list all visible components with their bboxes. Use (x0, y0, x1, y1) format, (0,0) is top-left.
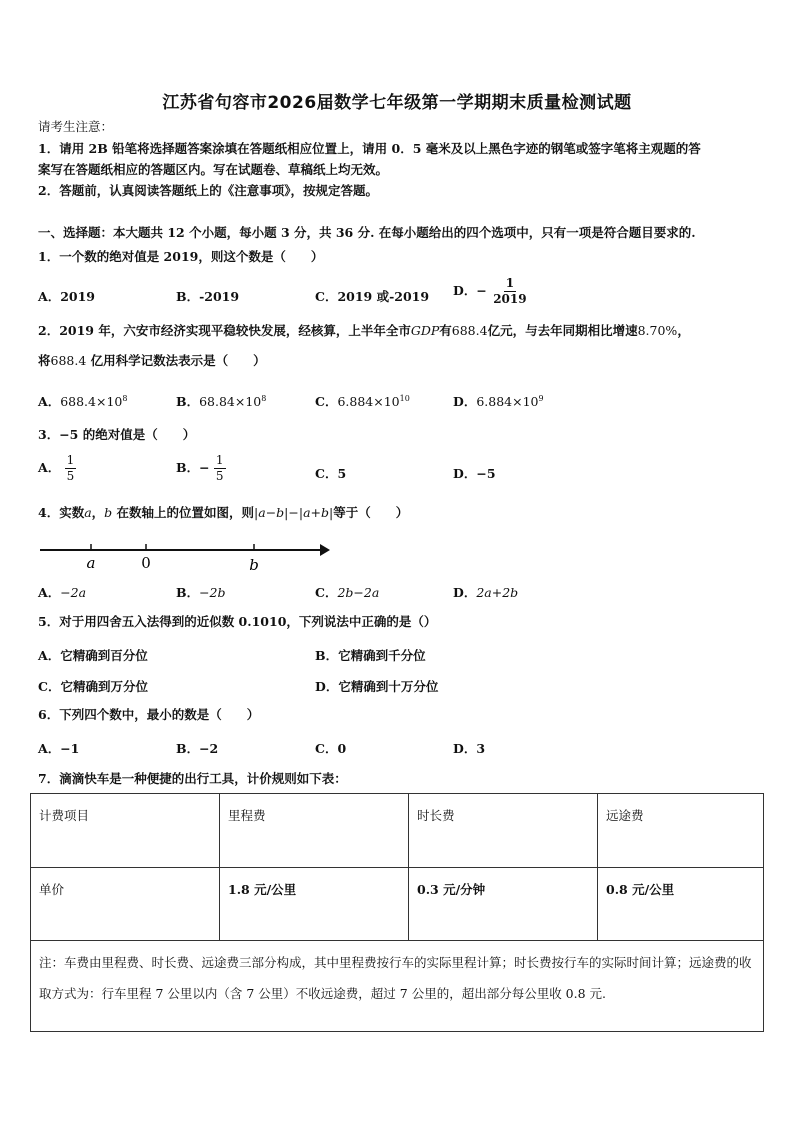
q6-option-c: C．0 (315, 741, 347, 756)
fee-header-distance: 远途费 (598, 794, 764, 868)
q2-option-a (38, 392, 127, 410)
fee-price-distance: 0.8 元/公里 (598, 868, 764, 941)
q2-d-exp: 9 (538, 393, 544, 403)
q1-option-a: A．2019 (38, 289, 95, 304)
fee-header-item: 计费项目 (31, 794, 220, 868)
q2-a-label: A． (38, 394, 61, 409)
q2-c-exp: 10 (399, 393, 410, 403)
q2-text-3: 亿元，与去年同期相比增速 (487, 323, 638, 338)
fee-price-time: 0.3 元/分钟 (409, 868, 598, 941)
q4-text-2: ， (91, 505, 105, 520)
fee-table-price-row (31, 868, 764, 941)
q2-b-label: B． (176, 394, 200, 409)
q6-option-a: A．−1 (38, 741, 80, 756)
fee-table-header-row (31, 794, 764, 868)
q2-d-label: D． (453, 394, 477, 409)
q4-d-label: D． (453, 585, 477, 600)
q2-stem-line2 (38, 353, 266, 369)
q1-d-numerator: 1 (505, 276, 515, 290)
q4-text-3: 在数轴上的位置如图，则 (112, 505, 255, 520)
fee-header-time: 时长费 (409, 794, 598, 868)
fee-price-label: 单价 (31, 868, 220, 941)
q2-text-1: 2．2019 年，六安市经济实现平稳较快发展，经核算，上半年全市 (38, 323, 411, 338)
q4-var-b: b (104, 505, 113, 520)
q2-stem-line1 (38, 323, 690, 339)
axis-label-a: a (86, 554, 96, 572)
q4-a-value: −2a (60, 585, 87, 600)
q2-c-base: 6.884×10 (337, 394, 400, 409)
notice-item-1-cont: 案写在答题纸相应的答题区内。写在试题卷、草稿纸上均无效。 (38, 162, 389, 177)
q3-b-numerator: 1 (215, 453, 224, 467)
q5-option-c: C．它精确到万分位 (38, 679, 148, 694)
notice-item-1: 1．请用 2B 铅笔将选择题答案涂填在答题纸相应位置上，请用 0．5 毫米及以上黑色字迹的钢笔或签字笔将主观题的答 (38, 141, 701, 156)
q1-d-denominator: 2019 (493, 292, 527, 306)
q2-option-d (453, 392, 544, 410)
q4-var-a: a (84, 505, 92, 520)
q7-stem: 7．滴滴快车是一种便捷的出行工具，计价规则如下表： (38, 771, 347, 786)
q1-stem: 1．一个数的绝对值是 2019，则这个数是（ ） (38, 249, 324, 264)
axis-label-0: 0 (141, 554, 151, 572)
q4-expression: |a−b|−|a+b| (254, 505, 334, 520)
q4-option-b (176, 583, 226, 601)
q2-a-exp: 8 (122, 393, 128, 403)
q4-stem (38, 505, 408, 521)
q1-option-d-fraction (491, 276, 528, 307)
notice-item-2: 2．答题前，认真阅读答题纸上的《注意事项》，按规定答题。 (38, 183, 378, 198)
q2-rate: 8.70% (637, 323, 678, 338)
q1-option-b: B．-2019 (176, 289, 240, 304)
q3-b-label: B．− (176, 460, 210, 475)
q3-a-numerator: 1 (66, 453, 75, 467)
q1-option-c: C．2019 或-2019 (315, 289, 430, 304)
notice-heading: 请考生注意： (38, 119, 114, 134)
fee-price-mileage: 1.8 元/公里 (220, 868, 409, 941)
fee-table-note: 注：车费由里程费、时长费、远途费三部分构成，其中里程费按行车的实际里程计算；时长费按行车的实际时间计算；远途费的收取方式为：行车里程 7 公里以内（含 7 公里）不收远途费，超过 7 公里的，超出部分每公里收 0.8 元. (31, 941, 764, 1032)
q5-option-b: B．它精确到千分位 (315, 648, 426, 663)
q2-text-4: ， (677, 323, 690, 338)
fee-table-note-row (31, 941, 764, 1032)
q2-value: 688.4 (451, 323, 488, 338)
q6-option-d: D．3 (453, 741, 486, 756)
q6-option-b: B．−2 (176, 741, 219, 756)
q4-d-value: 2a+2b (476, 585, 519, 600)
q3-a-fraction (65, 453, 77, 484)
q3-option-c: C．5 (315, 466, 347, 481)
q3-stem: 3．−5 的绝对值是（ ） (38, 427, 196, 442)
q3-option-d: D．−5 (453, 466, 496, 481)
fee-table (30, 793, 764, 1032)
q3-option-b (176, 453, 226, 484)
q2-b-base: 68.84×10 (199, 394, 262, 409)
q2-line2-c: 亿用科学记数法表示是（ ） (86, 353, 266, 368)
q6-stem: 6．下列四个数中，最小的数是（ ） (38, 707, 260, 722)
page-title: 江苏省句容市2026届数学七年级第一学期期末质量检测试题 (162, 93, 632, 113)
q1-option-d-label: D． (453, 283, 477, 298)
q4-a-label: A． (38, 585, 61, 600)
q2-option-b (176, 392, 266, 410)
q5-stem: 5．对于用四舍五入法得到的近似数 0.1010，下列说法中正确的是（） (38, 614, 437, 629)
q2-b-exp: 8 (261, 393, 267, 403)
q2-c-label: C． (315, 394, 338, 409)
section-heading: 一、选择题：本大题共 12 个小题，每小题 3 分，共 36 分. 在每小题给出的四个选项中，只有一项是符合题目要求的. (38, 225, 696, 240)
q2-line2-value: 688.4 (50, 353, 87, 368)
q5-option-a: A．它精确到百分位 (38, 648, 148, 663)
q4-b-value: −2b (199, 585, 226, 600)
q2-d-base: 6.884×10 (476, 394, 539, 409)
q4-option-a (38, 583, 86, 601)
q3-a-label: A． (38, 460, 61, 475)
axis-label-b: b (249, 556, 259, 574)
fee-header-mileage: 里程费 (220, 794, 409, 868)
q2-option-c (315, 392, 410, 410)
number-line (40, 540, 330, 576)
q3-b-denominator: 5 (215, 469, 224, 483)
q4-text-1: 4．实数 (38, 505, 85, 520)
q4-text-4: 等于（ ） (333, 505, 409, 520)
q2-gdp: GDP (410, 323, 440, 338)
q4-b-label: B． (176, 585, 200, 600)
q5-option-d: D．它精确到十万分位 (315, 679, 439, 694)
q2-line2-a: 将 (38, 353, 51, 368)
q2-a-base: 688.4×10 (60, 394, 123, 409)
q4-option-d (453, 583, 518, 601)
q2-text-2: 有 (439, 323, 452, 338)
q1-option-d (453, 276, 529, 307)
q4-c-value: 2b−2a (337, 585, 380, 600)
q3-a-denominator: 5 (66, 469, 75, 483)
q3-option-a (38, 453, 76, 484)
number-line-arrow (320, 544, 330, 556)
q1-option-d-sign: − (476, 283, 487, 298)
q3-b-fraction (214, 453, 226, 484)
q4-option-c (315, 583, 379, 601)
q4-c-label: C． (315, 585, 338, 600)
